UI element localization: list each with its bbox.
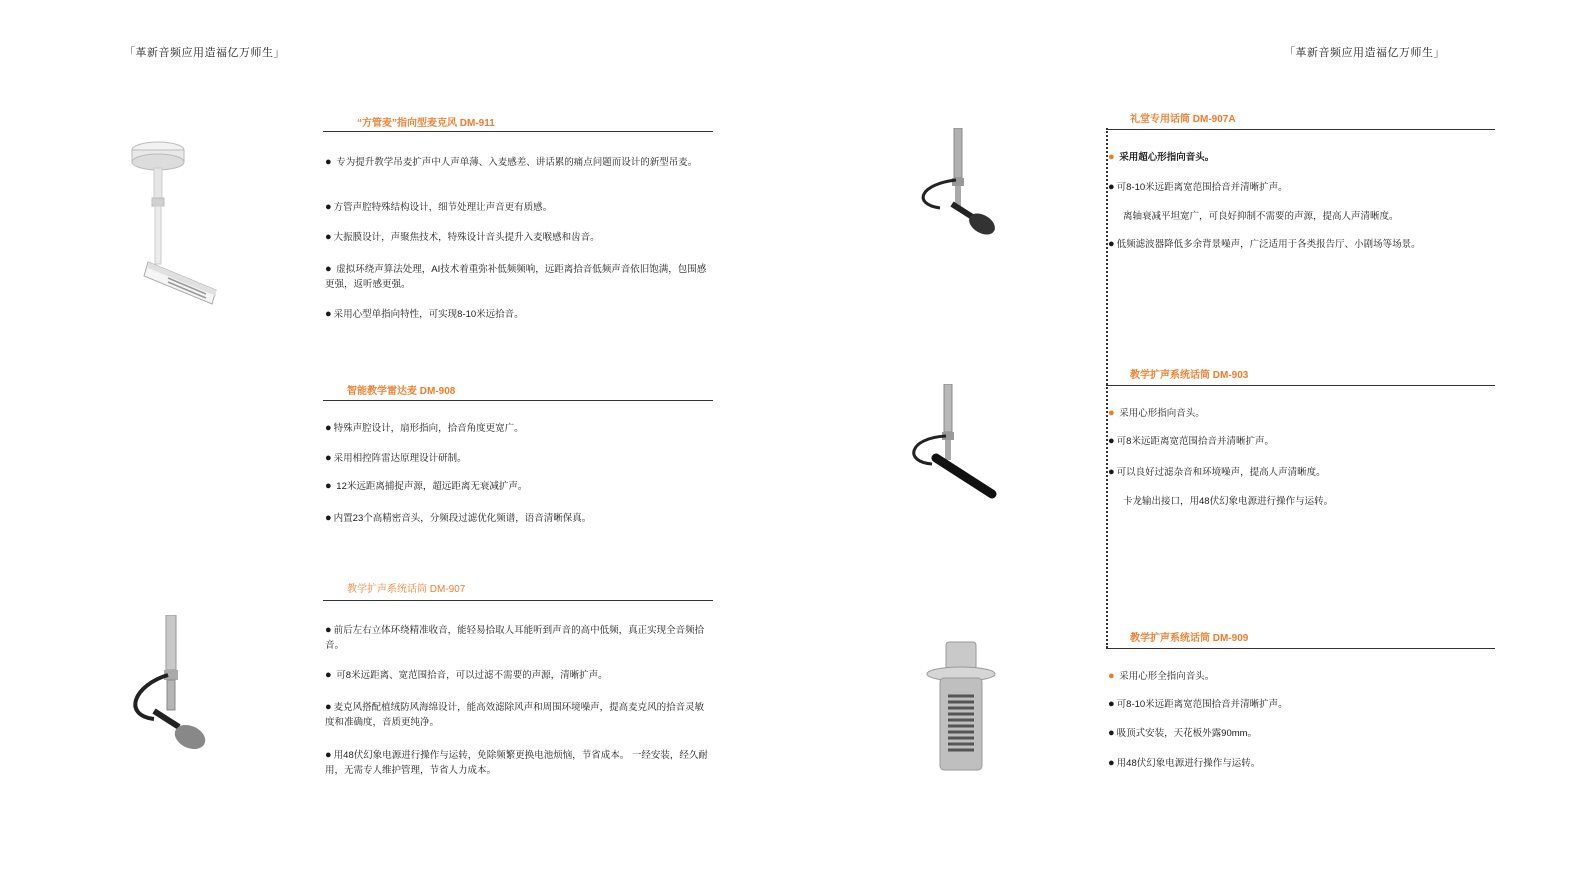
bullet-dot-icon: ● [325,156,332,168]
dm903-bullet-3: ● 可以良好过滤杂音和环境噪声，提高人声清晰度。 [1108,466,1326,478]
dm911-bullet-5: ● 采用心型单指向特性，可实现8-10米远拾音。 [325,308,524,320]
dm907-rule [323,600,713,601]
bullet-dot-icon: ● [325,308,332,320]
bullet-dot-icon: ● [325,231,332,243]
dm908-bullet-1: ● 特殊声腔设计，扇形指向，拾音角度更宽广。 [325,422,524,434]
dm907-bullet-4: ● 用48伏幻象电源进行操作与运转，免除频繁更换电池烦恼，节省成本。 一经安装，经久耐用，无需专人维护管理，节省人力成本。 [325,749,708,776]
dm909-bullet-3: ● 吸顶式安装，天花板外露90mm。 [1108,727,1258,739]
bullet-dot-icon: ● [1108,757,1115,769]
dm907-product-image [124,615,214,755]
dm908-title: 智能教学雷达麦 DM-908 [347,386,456,397]
bullet-dot-icon: ● [1108,435,1115,447]
orange-bullet-icon: ● [1108,670,1115,682]
dm909-bullet-1: ● 采用心形全指向音头。 [1108,670,1215,682]
bullet-dot-icon: ● [325,512,332,524]
dm908-bullet-2: ● 采用相控阵雷达原理设计研制。 [325,452,467,464]
dm903-rule [1106,385,1495,386]
dm908-rule [323,400,713,401]
dm903-bullet-4: 卡龙输出接口，用48伏幻象电源进行操作与运转。 [1123,496,1334,507]
dm909-bullet-4: ● 用48伏幻象电源进行操作与运转。 [1108,757,1261,769]
dm909-bullet-2: ● 可8-10米远距离宽范围拾音并清晰扩声。 [1108,698,1288,710]
dotted-divider [1106,128,1108,648]
bullet-dot-icon: ● [325,669,332,681]
bullet-dot-icon: ● [1108,698,1115,710]
dm907a-title: 礼堂专用话筒 DM-907A [1130,114,1236,125]
bullet-dot-icon: ● [325,422,332,434]
dm911-bullet-4: ● 虚拟环绕声算法处理，AI技术着重弥补低频频响，远距离拾音低频声音依旧饱满，包围感更强，返听感更强。 [325,263,707,290]
dm911-title: “方管麦”指向型麦克风 DM-911 [357,118,495,129]
dm907-bullet-1: ● 前后左右立体环绕精准收音，能轻易拾取人耳能听到声音的高中低频，真正实现全音频拾音。 [325,624,705,651]
dm907-bullet-3: ● 麦克风搭配植绒防风海绵设计，能高效滤除风声和周围环境噪声，提高麦克风的拾音灵敏度和准确度，音质更纯净。 [325,701,705,728]
dm903-bullet-1: ● 采用心形指向音头。 [1108,407,1205,419]
dm911-rule [323,131,713,132]
dm907a-bullet-3: 离轴衰减平坦宽广，可良好抑制不需要的声源，提高人声清晰度。 [1123,211,1399,222]
orange-bullet-icon: ● [1108,151,1115,163]
dm907a-bullet-2: ● 可8-10米远距离宽范围拾音并清晰扩声。 [1108,181,1288,193]
dm911-bullet-1: ● 专为提升教学吊麦扩声中人声单薄、入麦感差、讲话累的痛点问题而设计的新型吊麦。 [325,156,698,168]
dm903-product-image [906,384,1002,504]
dm909-product-image [924,640,1000,774]
dm909-rule [1106,648,1495,649]
bullet-dot-icon: ● [325,480,332,492]
bullet-dot-icon: ● [325,749,332,761]
dm907a-bullet-4: ● 低频滤波器降低多余背景噪声，广泛适用于各类报告厅、小剧场等场景。 [1108,238,1421,250]
bullet-dot-icon: ● [1108,181,1115,193]
bullet-dot-icon: ● [1108,727,1115,739]
dm907a-rule [1106,129,1495,130]
dm907a-product-image [912,128,1002,240]
bullet-dot-icon: ● [1108,238,1115,250]
bullet-dot-icon: ● [325,263,332,275]
bullet-dot-icon: ● [1108,466,1115,478]
dm911-product-image [128,138,223,310]
dm911-bullet-2: ● 方管声腔特殊结构设计，细节处理让声音更有质感。 [325,201,553,213]
bullet-dot-icon: ● [325,452,332,464]
dm907-bullet-2: ● 可8米远距离、宽范围拾音，可以过滤不需要的声源，清晰扩声。 [325,669,608,681]
dm903-bullet-2: ● 可8米远距离宽范围拾音并清晰扩声。 [1108,435,1274,447]
dm908-bullet-3: ● 12米远距离捕捉声源，超远距离无衰减扩声。 [325,480,528,492]
dm907a-bullet-1: ● 采用超心形指向音头。 [1108,151,1215,163]
orange-bullet-icon: ● [1108,407,1115,419]
dm909-title: 教学扩声系统话筒 DM-909 [1130,633,1249,644]
bullet-dot-icon: ● [325,624,332,636]
slogan-left: 「革新音频应用造福亿万师生」 [124,47,285,59]
bullet-dot-icon: ● [325,201,332,213]
dm908-bullet-4: ● 内置23个高精密音头，分频段过滤优化频谱，语音清晰保真。 [325,512,592,524]
slogan-right: 「革新音频应用造福亿万师生」 [1284,47,1445,59]
bullet-dot-icon: ● [325,701,332,713]
dm911-bullet-3: ● 大振膜设计，声聚焦技术，特殊设计音头提升入麦喉感和齿音。 [325,231,600,243]
dm903-title: 教学扩声系统话筒 DM-903 [1130,370,1249,381]
dm907-title: 教学扩声系统话筒 DM-907 [347,584,466,595]
